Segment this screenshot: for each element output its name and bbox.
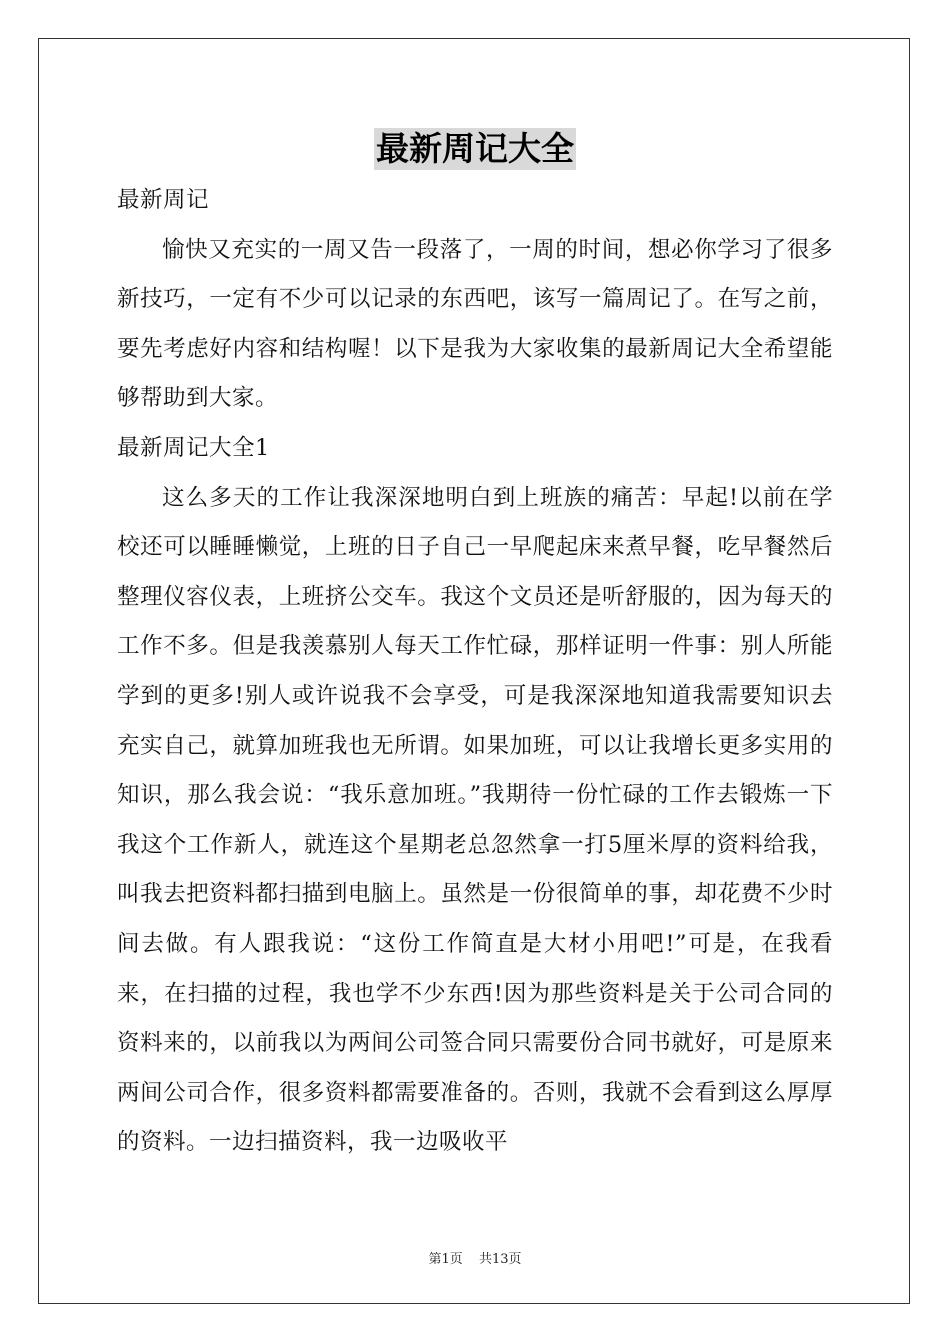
document-body [117,176,833,1168]
title-container [0,128,950,170]
document-title: 最新周记大全 [376,129,574,168]
page-number-total: 共13页 [478,1252,522,1267]
page-footer [0,1248,950,1267]
page-number-current: 第1页 [428,1252,463,1267]
intro-paragraph: 愉快又充实的一周又告一段落了，一周的时间，想必你学习了很多新技巧，一定有不少可以记录的东西吧，该写一篇周记了。在写之前，要先考虑好内容和结构喔！以下是我为大家收集的最新周记大全希望能够帮助到大家。 [117,236,833,412]
intro-heading: 最新周记 [117,187,210,213]
section-1-paragraph: 这么多天的工作让我深深地明白到上班族的痛苦：早起!以前在学校还可以睡睡懒觉，上班的日子自己一早爬起床来煮早餐，吃早餐然后整理仪容仪表，上班挤公交车。我这个文员还是听舒服的，因为每天的工作不多。但是我羡慕别人每天工作忙碌，那样证明一件事：别人所能学到的更多!别人或许说我不会享受，可是我深深地知道我需要知识去充实自己，就算加班我也无所谓。如果加班，可以让我增长更多实用的知识，那么我会说：“我乐意加班。”我期待一份忙碌的工作去锻炼一下我这个工作新人，就连这个星期老总忽然拿一打5厘米厚的资料给我，叫我去把资料都扫描到电脑上。虽然是一份很简单的事，却花费不少时间去做。有人跟我说：“这份工作简直是大材小用吧!”可是，在我看来，在扫描的过程，我也学不少东西!因为那些资料是关于公司合同的资料来的，以前我以为两间公司签合同只需要份合同书就好，可是原来两间公司合作，很多资料都需要准备的。否则，我就不会看到这么厚厚的资料。一边扫描资料，我一边吸收平 [117,484,833,1156]
section-1-heading: 最新周记大全1 [117,434,270,461]
